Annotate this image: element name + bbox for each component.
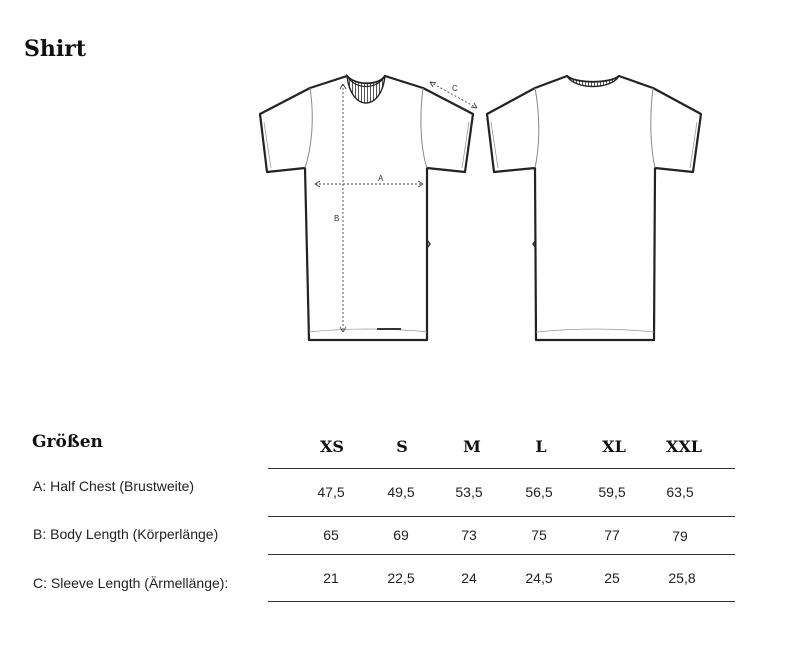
table-cell: 24,5 bbox=[525, 570, 553, 586]
row-label-sleeve-length: C: Sleeve Length (Ärmellänge): bbox=[33, 575, 229, 591]
table-cell: 69 bbox=[393, 527, 409, 543]
table-cell: 79 bbox=[672, 528, 688, 544]
row-label-body-length: B: Body Length (Körperlänge) bbox=[33, 526, 219, 542]
table-cell: 75 bbox=[531, 527, 547, 543]
table-divider bbox=[268, 468, 735, 469]
table-cell: 65 bbox=[323, 527, 339, 543]
page-title: Shirt bbox=[24, 36, 86, 62]
table-divider bbox=[268, 554, 735, 555]
measure-label-a: A bbox=[378, 174, 384, 183]
table-cell: 73 bbox=[461, 527, 477, 543]
table-cell: 77 bbox=[604, 527, 620, 543]
size-header-xs: XS bbox=[320, 437, 344, 456]
size-header-m: M bbox=[463, 437, 481, 456]
shirt-back bbox=[487, 76, 701, 340]
row-label-half-chest: A: Half Chest (Brustweite) bbox=[33, 478, 195, 494]
table-cell: 59,5 bbox=[598, 484, 626, 500]
size-header-s: S bbox=[396, 437, 408, 456]
size-table-heading: Größen bbox=[32, 432, 103, 452]
measure-label-b: B bbox=[334, 214, 340, 223]
table-cell: 24 bbox=[461, 570, 477, 586]
table-cell: 22,5 bbox=[387, 570, 415, 586]
table-divider bbox=[268, 601, 735, 602]
table-cell: 49,5 bbox=[387, 484, 415, 500]
shirt-front bbox=[260, 76, 477, 340]
table-cell: 25 bbox=[604, 570, 620, 586]
shirt-illustration bbox=[255, 70, 710, 350]
size-header-xxl: XXL bbox=[665, 437, 703, 456]
table-cell: 53,5 bbox=[455, 484, 483, 500]
table-divider bbox=[268, 516, 735, 517]
measure-label-c: C bbox=[452, 84, 458, 93]
size-header-xl: XL bbox=[602, 437, 626, 456]
table-cell: 56,5 bbox=[525, 484, 553, 500]
table-cell: 47,5 bbox=[317, 484, 345, 500]
table-cell: 21 bbox=[323, 570, 339, 586]
table-cell: 63,5 bbox=[666, 484, 694, 500]
size-header-l: L bbox=[535, 437, 547, 456]
table-cell: 25,8 bbox=[668, 570, 696, 586]
